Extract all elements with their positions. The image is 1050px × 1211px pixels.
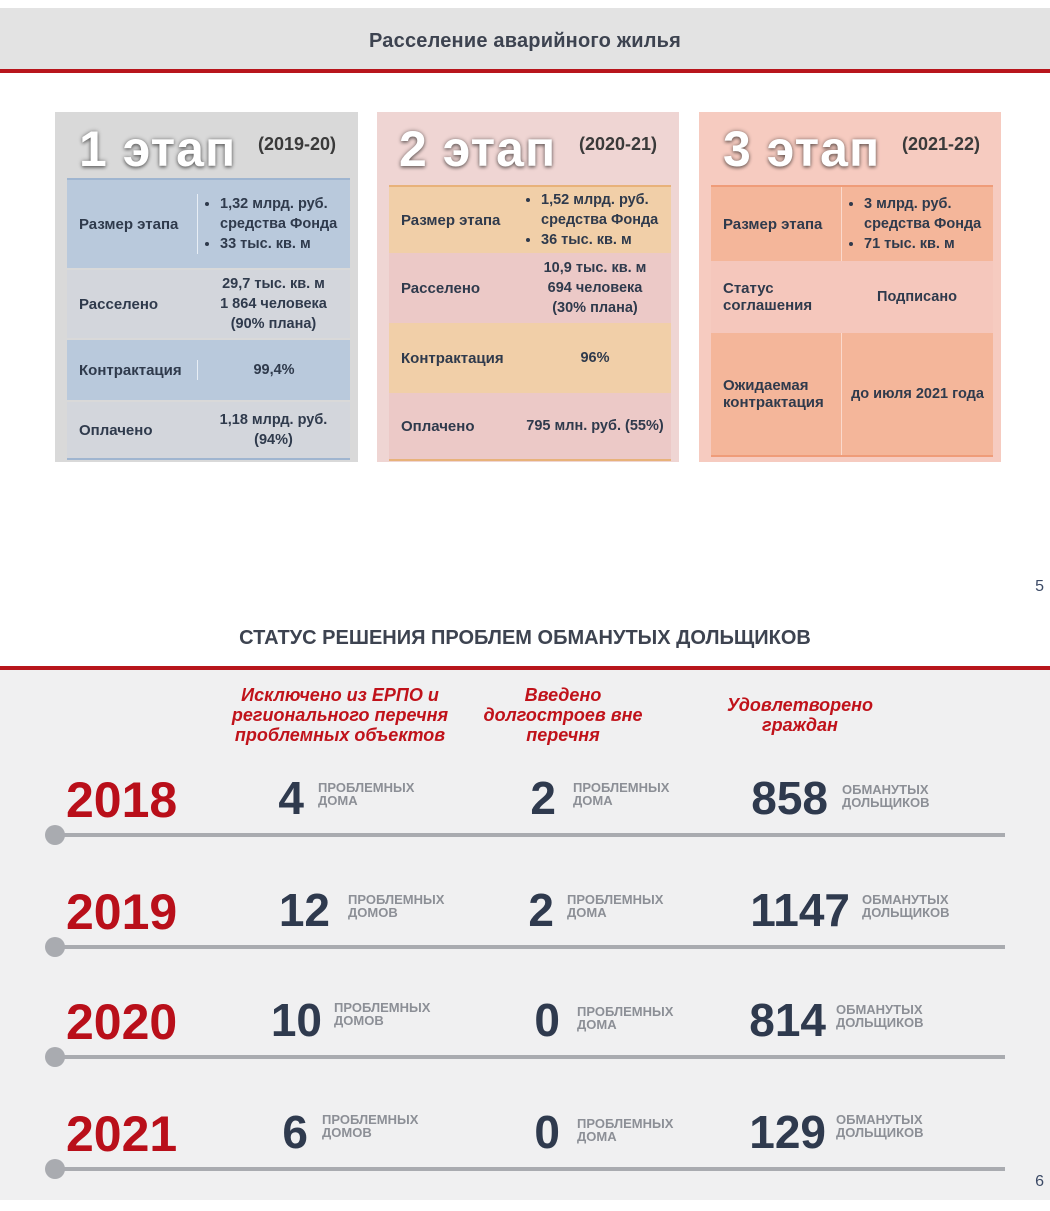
citizens-unit: ОБМАНУТЫХ ДОЛЬЩИКОВ bbox=[842, 782, 930, 810]
row-value: 99,4% bbox=[197, 360, 350, 380]
stage-3-years: (2021-22) bbox=[902, 134, 981, 154]
row-label: Контрактация bbox=[401, 349, 504, 367]
stage-1-years: (2019-20) bbox=[258, 134, 337, 154]
slide-5-header bbox=[0, 8, 1050, 72]
citizens-unit: ОБМАНУТЫХ ДОЛЬЩИКОВ bbox=[836, 1112, 924, 1140]
excluded-count: 12 bbox=[278, 884, 330, 936]
row-label: Оплачено bbox=[401, 417, 475, 435]
header-divider bbox=[0, 69, 1050, 73]
stage-3-row-size bbox=[711, 185, 993, 261]
row-label: Размер этапа bbox=[79, 215, 179, 233]
timeline-dot bbox=[45, 1159, 65, 1179]
slide-6-page-number: 6 bbox=[1035, 1173, 1044, 1190]
stage-1-card bbox=[55, 112, 358, 462]
built-count: 2 bbox=[530, 772, 556, 824]
stage-2-row-contracting bbox=[389, 323, 671, 393]
slide-5 bbox=[0, 0, 1050, 605]
value-line: 694 человека bbox=[547, 280, 643, 296]
stage-2-card bbox=[377, 112, 679, 462]
bullet-item: • 33 тыс. кв. м bbox=[220, 234, 350, 254]
citizens-unit: ОБМАНУТЫХ ДОЛЬЩИКОВ bbox=[862, 892, 950, 920]
column-header-built: Введено долгостроев вне перечня bbox=[483, 685, 643, 745]
excluded-count: 10 bbox=[270, 994, 322, 1046]
citizens-unit: ОБМАНУТЫХ ДОЛЬЩИКОВ bbox=[836, 1002, 924, 1030]
row-label: Размер этапа bbox=[723, 215, 823, 233]
bullet-item: • 3 млрд. руб. средства Фонда bbox=[864, 194, 993, 234]
stage-1-row-contracting bbox=[67, 340, 350, 400]
bullet-item: • 1,32 млрд. руб. средства Фонда bbox=[220, 194, 350, 234]
stage-2-years: (2020-21) bbox=[579, 134, 658, 154]
row-value: 795 млн. руб. (55%) bbox=[526, 418, 664, 434]
row-value bbox=[197, 194, 350, 254]
row-label: Ожидаемая контрактация bbox=[723, 377, 824, 411]
row-label: Расселено bbox=[401, 279, 481, 297]
stage-3-name: 3 этап bbox=[723, 121, 881, 177]
bullet-item: • 36 тыс. кв. м bbox=[541, 230, 671, 250]
year-label: 2020 bbox=[66, 994, 178, 1050]
row-label: Расселено bbox=[79, 295, 159, 313]
built-unit: ПРОБЛЕМНЫХ ДОМА bbox=[567, 892, 664, 920]
stage-1-row-paid bbox=[67, 402, 350, 460]
row-value: Подписано bbox=[877, 289, 957, 305]
timeline-dot bbox=[45, 825, 65, 845]
header-divider bbox=[0, 666, 1050, 670]
excluded-unit: ПРОБЛЕМНЫХ ДОМОВ bbox=[322, 1112, 419, 1140]
row-value bbox=[197, 274, 350, 334]
bullet-item: • 1,52 млрд. руб. средства Фонда bbox=[541, 190, 671, 230]
citizens-count: 814 bbox=[749, 994, 826, 1046]
excluded-unit: ПРОБЛЕМНЫХ ДОМОВ bbox=[348, 892, 445, 920]
slide-6-title: СТАТУС РЕШЕНИЯ ПРОБЛЕМ ОБМАНУТЫХ ДОЛЬЩИКОВ bbox=[239, 627, 811, 649]
citizens-count: 1147 bbox=[750, 884, 850, 936]
timeline-line bbox=[55, 1055, 1005, 1059]
year-label: 2018 bbox=[66, 772, 178, 828]
built-unit: ПРОБЛЕМНЫХ ДОМА bbox=[573, 780, 670, 808]
row-value bbox=[519, 258, 671, 318]
stage-3-row-expected-contracting bbox=[711, 333, 993, 457]
citizens-count: 858 bbox=[751, 772, 828, 824]
stage-2-row-resettled bbox=[389, 253, 671, 323]
column-header-citizens: Удовлетворено граждан bbox=[726, 695, 873, 735]
slide-5-page-number: 5 bbox=[1035, 578, 1044, 595]
bullet-item: • 71 тыс. кв. м bbox=[864, 234, 993, 254]
year-row-2020 bbox=[0, 989, 1050, 1099]
stage-1-row-resettled bbox=[67, 270, 350, 338]
value-line: (94%) bbox=[254, 432, 293, 448]
built-count: 0 bbox=[534, 994, 560, 1046]
row-label: Размер этапа bbox=[401, 211, 501, 229]
value-line: (30% плана) bbox=[552, 300, 638, 316]
timeline-line bbox=[55, 1167, 1005, 1171]
slide-5-title: Расселение аварийного жилья bbox=[369, 30, 681, 52]
column-header-excluded: Исключено из ЕРПО и регионального перечня проблемных объектов bbox=[231, 685, 449, 745]
row-label: Контрактация bbox=[79, 361, 182, 379]
slide-6-header bbox=[0, 607, 1050, 667]
row-label: Статус соглашения bbox=[723, 280, 813, 314]
row-value: 96% bbox=[580, 350, 610, 366]
built-unit: ПРОБЛЕМНЫХ ДОМА bbox=[577, 1116, 674, 1144]
built-count: 0 bbox=[534, 1106, 560, 1158]
year-label: 2021 bbox=[66, 1106, 178, 1162]
stage-3-card bbox=[699, 112, 1001, 462]
row-label: Оплачено bbox=[79, 421, 153, 439]
year-row-2021 bbox=[0, 1101, 1050, 1211]
value-line: (90% плана) bbox=[230, 316, 317, 332]
excluded-count: 4 bbox=[278, 772, 304, 824]
excluded-unit: ПРОБЛЕМНЫХ ДОМОВ bbox=[334, 1000, 431, 1028]
value-line: 29,7 тыс. кв. м bbox=[222, 276, 325, 292]
slide-6 bbox=[0, 607, 1050, 1200]
stage-1-name: 1 этап bbox=[79, 121, 237, 177]
row-value: до июля 2021 года bbox=[841, 333, 993, 455]
excluded-count: 6 bbox=[282, 1106, 308, 1158]
stage-1-row-size bbox=[67, 178, 350, 268]
stage-2-row-paid bbox=[389, 393, 671, 461]
timeline-dot bbox=[45, 937, 65, 957]
timeline-line bbox=[55, 945, 1005, 949]
built-count: 2 bbox=[528, 884, 554, 936]
value-line: 10,9 тыс. кв. м bbox=[543, 260, 647, 276]
row-value bbox=[519, 190, 671, 250]
timeline-dot bbox=[45, 1047, 65, 1067]
value-line: 1,18 млрд. руб. bbox=[219, 412, 328, 428]
excluded-unit: ПРОБЛЕМНЫХ ДОМА bbox=[318, 780, 415, 808]
stage-2-row-size bbox=[389, 185, 671, 253]
value-line: 1 864 человека bbox=[220, 296, 327, 312]
stage-2-name: 2 этап bbox=[399, 121, 557, 177]
row-value bbox=[841, 187, 993, 261]
row-value bbox=[197, 410, 350, 450]
stage-3-row-agreement-status bbox=[711, 261, 993, 333]
citizens-count: 129 bbox=[749, 1106, 826, 1158]
year-label: 2019 bbox=[66, 884, 178, 940]
built-unit: ПРОБЛЕМНЫХ ДОМА bbox=[577, 1004, 674, 1032]
timeline-line bbox=[55, 833, 1005, 837]
year-row-2018 bbox=[0, 767, 1050, 877]
year-row-2019 bbox=[0, 879, 1050, 989]
